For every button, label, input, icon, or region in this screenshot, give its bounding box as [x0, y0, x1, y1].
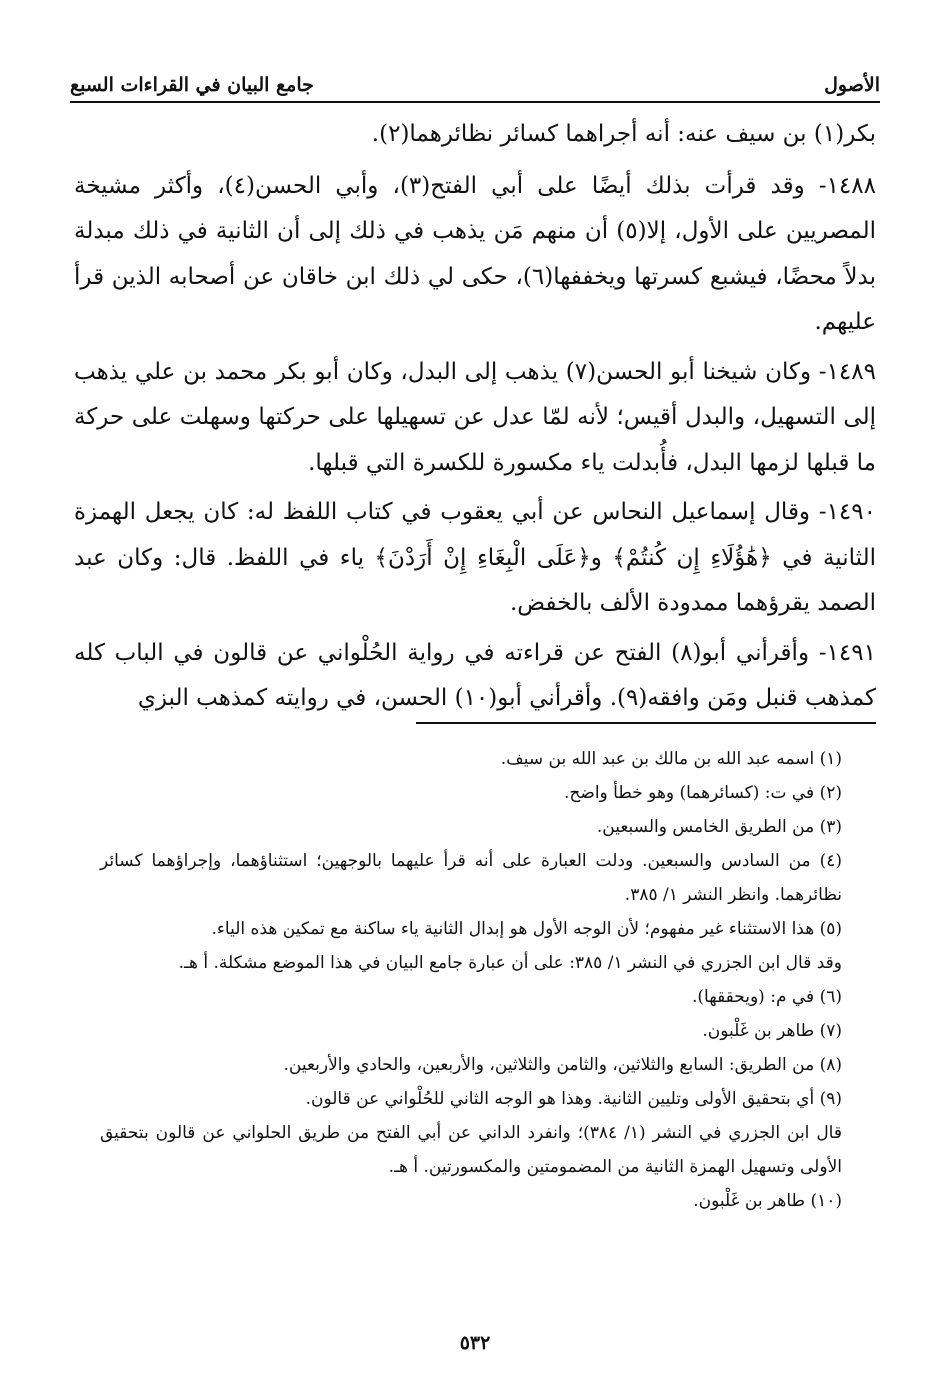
footnote: (٤) من السادس والسبعين. ودلت العبارة على أنه قرأ عليهما بالوجهين؛ استثناؤهما، وإجراؤهما كسائر نظائرهما. وانظر النشر ١/ ٣٨٥. [100, 851, 842, 905]
page-number: ٥٣٢ [459, 1332, 491, 1354]
footnote: (٩) أي بتحقيق الأولى وتليين الثانية. وهذا هو الوجه الثاني للحُلْواني عن قالون. [305, 1089, 842, 1109]
footnote-continuation: قال ابن الجزري في النشر (١/ ٣٨٤)؛ وانفرد الداني عن أبي الفتح من طريق الحلواني عن قالون بتحقيق الأولى وتسهيل الهمزة الثانية من المضمومتين والمكسورتين. أ هـ. [100, 1123, 842, 1177]
paragraph-1490: ١٤٩٠- وقال إسماعيل النحاس عن أبي يعقوب في كتاب اللفظ له: كان يجعل الهمزة الثانية في ﴿هَٰؤُلَاءِ إِن كُنتُمْ﴾ و﴿عَلَى الْبِغَاءِ إِنْ أَرَدْنَ﴾ ياء في اللفظ. قال: وكان عبد الصمد يقرؤهما ممدودة الألف بالخفض. [74, 499, 876, 616]
main-text [74, 112, 876, 726]
footnote-continuation: وقد قال ابن الجزري في النشر ١/ ٣٨٥: على أن عبارة جامع البيان في هذا الموضع مشكلة. أ هـ. [178, 953, 842, 973]
footnote: (١) اسمه عبد الله بن مالك بن عبد الله بن سيف. [500, 749, 842, 769]
paragraph-1488: ١٤٨٨- وقد قرأت بذلك أيضًا على أبي الفتح(٣)، وأبي الحسن(٤)، وأكثر مشيخة المصريين على الأول، إلا(٥) أن منهم مَن يذهب في ذلك إلى أن الثانية في ذلك مبدلة بدلاً محضًا، فيشبع كسرتها ويخففها(٦)، حكى لي ذلك ابن خاقان عن أصحابه الذين قرأ عليهم. [74, 172, 877, 335]
footnote: (١٠) طاهر بن غَلْبون. [693, 1191, 842, 1211]
footnote: (٥) هذا الاستثناء غير مفهوم؛ لأن الوجه الأول هو إبدال الثانية ياء ساكنة مع تمكين هذه الياء. [211, 919, 842, 939]
footnote: (٨) من الطريق: السابع والثلاثين، والثامن والثلاثين، والأربعين، والحادي والأربعين. [283, 1055, 842, 1075]
paragraph-1491: ١٤٩١- وأقرأني أبو(٨) الفتح عن قراءته في رواية الحُلْواني عن قالون في الباب كله كمذهب قنبل ومَن وافقه(٩). وأقرأني أبو(١٠) الحسن، في روايته كمذهب البزي [74, 639, 876, 711]
paragraph-1489: ١٤٨٩- وكان شيخنا أبو الحسن(٧) يذهب إلى البدل، وكان أبو بكر محمد بن علي يذهب إلى التسهيل، والبدل أقيس؛ لأنه لمّا عدل عن تسهيلها على حركتها وسهلت على حركة ما قبلها لزمها البدل، فأُبدلت ياء مكسورة للكسرة التي قبلها. [74, 358, 876, 476]
chapter-title: الأصول [824, 74, 880, 96]
footnote-divider [416, 722, 876, 724]
paragraph-continuation: بكر(١) بن سيف عنه: أنه أجراهما كسائر نظائرهما(٢). [371, 121, 876, 147]
header-rule [70, 101, 880, 103]
footnote: (٦) في م: (ويحققها). [692, 987, 842, 1007]
footnote: (٧) طاهر بن غَلْبون. [702, 1021, 842, 1041]
footnote: (٣) من الطريق الخامس والسبعين. [596, 817, 842, 837]
book-title: جامع البيان في القراءات السبع [70, 74, 314, 96]
footnote: (٢) في ت: (كسائرهما) وهو خطأ واضح. [564, 783, 842, 803]
running-header [70, 58, 880, 96]
footnotes [100, 742, 842, 1218]
